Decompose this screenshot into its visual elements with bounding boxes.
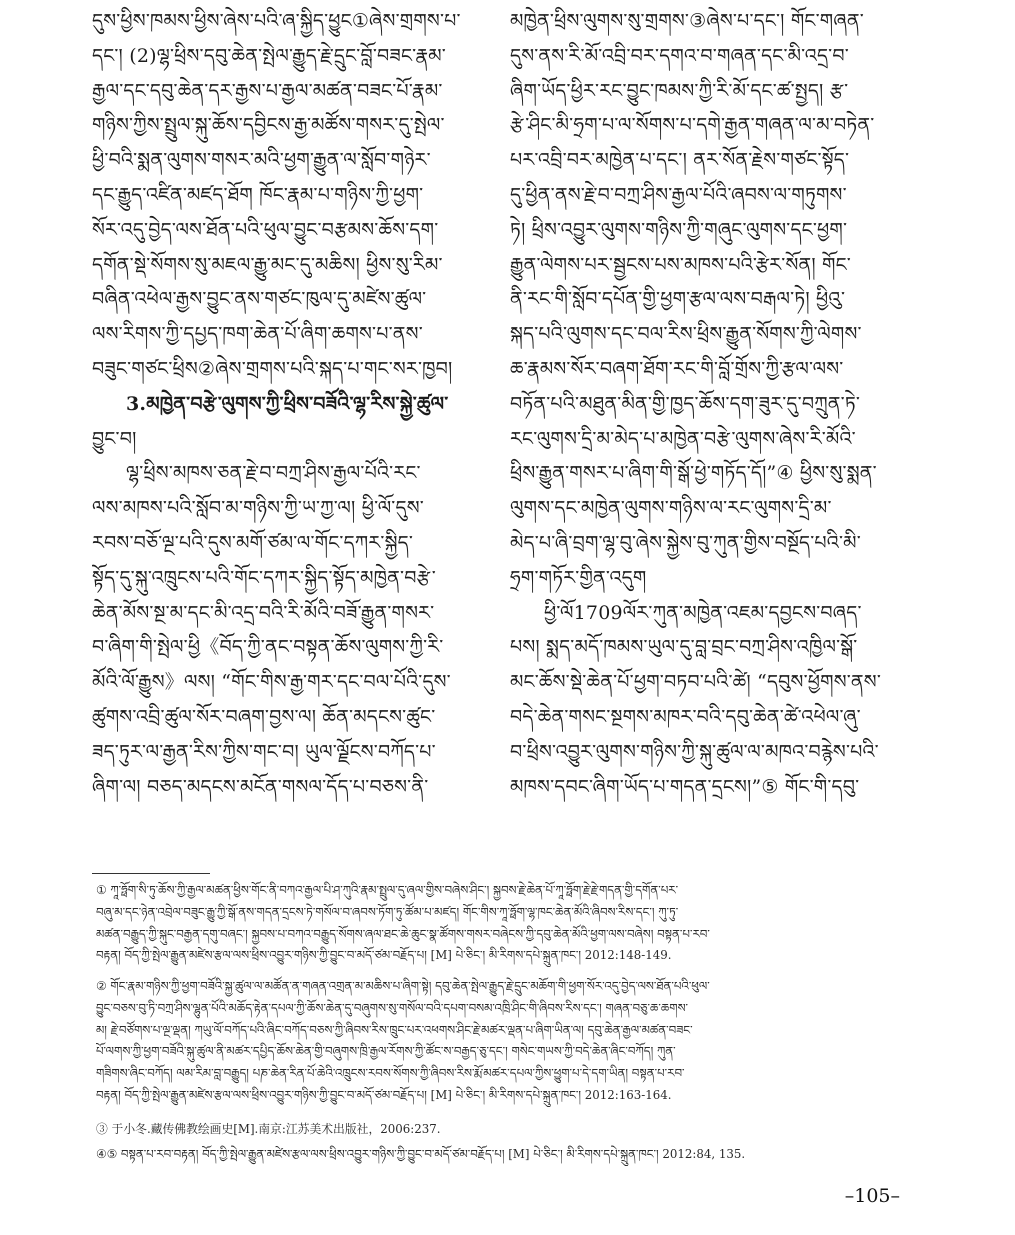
text-line: བ་ཕྲིས་འབྱུར་ལུགས་གཉིས་ཀྱི་སྐུ་ཚུལ་ལ་མཁའ་བརྙེས་པའི་ (510, 740, 879, 763)
footnote-divider (92, 873, 210, 874)
text-line: ཆ་རྣམས་སོར་བཞག་ཐོག་རང་གི་བློ་གྲོས་ཀྱི་རྩལ་ལས་ (510, 357, 844, 380)
footnote-line: ④⑤ བསྟན་པ་རབ་བརྟན། བོད་ཀྱི་སྤེལ་རྒྱུན་མཛེས་རྩལ་ལས་ཕྲིས་འབྱུར་གཉིས་ཀྱི་བྱུང་བ་མདོ་ཙམ་བརྗོད་པ། [M] པེ་ཅིང་། མི་རིགས་དཔེ་སྐྲུན་ཁང་། 2012:84, 135. (96, 1147, 746, 1161)
text-line: བ་ཞིག་གི་སྤེལ་ཕྱི《བོད་ཀྱི་ནང་བསྟན་ཆོས་ལུགས་ཀྱི་རི་ (92, 636, 444, 659)
text-line: རང་ལུགས་དྲི་མ་མེད་པ་མཁྱེན་བརྩེ་ལུགས་ཞེས་རི་མོའི་ (510, 427, 856, 450)
text-line: རྒྱུན་ལེགས་པར་སྦྱངས་པས་མཁས་པའི་རྩེར་སོན། གོང་ (510, 253, 851, 276)
footnote-line: པོ་ལགས་ཀྱི་ཕྱག་བཟོའི་སྐུ་ཚུལ་ནི་མཚར་དཔྱིད་ཆོས་ཆེན་གྱི་བཞུགས་ཁྲི་རྒྱལ་རོགས་ཀྱི་ཚོང་ས་བརྒྱད་ཅུ་དང་། གསེང་གཡས་ཀྱི་བདེ་ཆེན་ཞིང་བཀོད། ཀུན་ (96, 1044, 676, 1059)
right-text-column (510, 4, 900, 804)
text-line: རྩེ་ཤིང་མི་ཧྲག་པ་ལ་སོགས་པ་དགེ་རྒྱན་གཞན་ལ་མ་བཏེན་ (510, 114, 875, 137)
text-line: དང་། (2)ལྷ་ཕྲིས་དབུ་ཆེན་སྤེལ་རྒྱུད་རྗེ་དྲུང་བློ་བཟང་རྣམ་ (92, 44, 446, 67)
text-line: བཟུང་གཙང་ཕྲིས②ཞེས་གྲགས་པའི་སྐད་པ་གང་སར་ཁྱབ། (92, 357, 453, 380)
footnote-line: ② གོང་རྣམ་གཉིས་ཀྱི་ཕྱག་བཟོའི་སྐྱ་ཚུལ་ལ་མཚོན་ན་གཞན་འགྲན་མ་མཆིས་པ་ཞིག་སྟེ། དབུ་ཆེན་སྤེལ་རྒྱུད་རྗེ་དྲུང་མཆོག་གི་ཕྱག་སོར་འདུ་བྱེད་ལས་ཐོན་པའི་ཕུལ་ (96, 979, 710, 993)
text-line: དགོན་སྡེ་སོགས་སུ་མཇལ་རྒྱུ་མང་དུ་མཆིས། ཕྱིས་སུ་རིམ་ (92, 253, 443, 276)
text-line: རབས་བཅོ་ལྔ་པའི་དུས་མགོ་ཙམ་ལ་གོང་དཀར་སྐྱིད་ (92, 531, 414, 554)
footnote-line: བྱུང་བཅས་བུ་ཏི་བཀྲ་ཤིས་ལྷུན་པོའི་མཆོད་རྟེན་དཔལ་ཀྱི་ཆོས་ཆེན་དུ་བཞུགས་སུ་གསོལ་བའི་དཔག་བསམ་འཁྲི་ཤིང་གི་ཞིབས་རིས་དང་། གཞན་བཅུ་ཆ་ཆགས་ (96, 1000, 689, 1015)
text-line: སྟོད་དུ་སྐུ་འཁྲུངས་པའི་གོང་དཀར་སྐྱིད་སྟོད་མཁྱེན་བརྩེ་ (92, 566, 436, 589)
text-line: རྒྱལ་དང་དབུ་ཆེན་དར་རྒྱས་པ་རྒྱལ་མཚན་བཟང་པོ་རྣམ་ (92, 79, 443, 102)
text-line: ཞིག་ལ། བཅད་མདངས་མངོན་གསལ་དོད་པ་བཅས་ནི་ (92, 775, 429, 798)
page-number: –105– (844, 1185, 900, 1207)
text-line: མེད་པ་ཞི་བྲག་ལྷ་བུ་ཞེས་སྐྱེས་བུ་ཀུན་གྱིས་བསྔོད་པའི་མི་ (510, 531, 861, 554)
section-heading-line: 3.མཁྱེན་བརྩེ་ལུགས་ཀྱི་ཕྲིས་བཟོའི་ལྷ་རིས་སྐྱེ་ཚུལ་ (126, 392, 449, 415)
footnote-1 (96, 880, 901, 967)
text-line: ལས་རིགས་ཀྱི་དཔྱད་ཁག་ཆེན་པོ་ཞིག་ཆགས་པ་ནས་ (92, 323, 423, 346)
text-line: མཁྱེན་ཕྲིས་ལུགས་སུ་གྲགས་③ཞེས་པ་དང་། གོང་གཞན་ (510, 10, 864, 32)
footnote-line: གཟིགས་ཞིང་བཀོད། ལམ་རིམ་བླ་བརྒྱུད། པཎ་ཆེན་རིན་པོ་ཆེའི་འཁྲུངས་རབས་སོགས་ཀྱི་ཞིབས་རིས་རྨོ་མཚར་དཔལ་ཀྱིས་ཕྱུག་པ་དེ་དག་ཡིན། བསྟན་པ་རབ་ (96, 1066, 685, 1081)
text-line: ཚུགས་འབྲི་ཚུལ་སོར་བཞག་བྱས་ལ། ཆོན་མདངས་ཚུང་ (92, 705, 436, 728)
footnote-line: མ། རྗེ་བཙོགས་པ་ལྔ་ལྡན། ཀཡུ་ལོ་བཀོད་པའི་ཞིང་བཀོད་བཅས་ཀྱི་ཞིབས་རིས་ཁྲུང་པར་འཕགས་ཤིང་རྗེ་མཚར་ལྡན་པ་ཞིག་ཡིན་ལ། དབུ་ཆེན་རྒྱལ་མཚན་བཟང་ (96, 1022, 693, 1037)
text-line: གཉིས་ཀྱིས་སྤྲུལ་སྐུ་ཆོས་དབྱིངས་རྒྱ་མཚོས་གསར་དུ་སྤེལ་ (92, 114, 445, 137)
footnote-2 (96, 976, 901, 1107)
text-line: སྐད་པའི་ལུགས་དང་བལ་རིས་ཕྲིས་རྒྱུན་སོགས་ཀྱི་ལེགས་ (510, 323, 862, 346)
text-line: བྱུང་བ། (92, 427, 137, 450)
text-line: ཧྲག་གཏོར་གྱིན་འདུག (510, 566, 647, 589)
text-line: བཞིན་འཕེལ་རྒྱས་བྱུང་ནས་གཙང་ཁུལ་དུ་མཛེས་ཚུལ་ (92, 288, 427, 311)
footnote-line: མཚན་བརྒྱུད་ཀྱི་སྐུང་བརྒྱན་དགུ་བཞང་། སྐྱབས་པ་བཀའ་བརྒྱུད་སོགས་ཞལ་ཐང་ཆེ་ཆུང་སྣ་ཚོགས་གསར་བཞེངས་ཀྱི་དབུ་ཆེན་མོའི་ཕྱག་ལས་བཞེས། བསྟན་པ་རབ་ (96, 926, 710, 941)
footnote-4-5 (96, 1144, 901, 1166)
text-line: ཏེ། ཕྲིས་འབྱུར་ལུགས་གཉིས་ཀྱི་གཞུང་ལུགས་དང་ཕྱག་ (510, 218, 848, 241)
text-line: མོའི་ལོ་རྒྱུས》ལས། “གོང་གིས་རྒྱ་གར་དང་བལ་པོའི་དུས་ (92, 671, 451, 694)
footnote-line: ① ཀཱ་ཧྥོག་སི་ཏུ་ཆོས་ཀྱི་རྒྱལ་མཚན་ཕྱིས་གོང་ནི་བཀའ་རྒྱལ་པི་ཤ་ཀུའི་རྣམ་སྤྲུལ་དུ་ཞལ་གྱིས་བཞེས་ཤིང་། སྐྱབས་རྗེ་ཆེན་པོ་ཀཱ་ཧྥོག་རྗེ་རྗེ་གདན་གྱི་དགོན་པར་ (96, 883, 679, 897)
text-line: ལུགས་དང་མཁྱེན་ལུགས་གཉིས་ལ་རང་ལུགས་དྲི་མ་ (510, 497, 832, 520)
text-line: ཞིག་ཡོད་ཕྱིར་རང་བྱུང་ཁམས་ཀྱི་རི་མོ་དང་ཚ་སྤྱད། རྩ་ (510, 79, 849, 102)
left-text-column (92, 4, 485, 804)
text-line: བཏོན་པའི་མཐུན་མིན་གྱི་ཁྱད་ཆོས་དག་ཟུར་དུ་བཀྲུན་ཏེ་ (510, 392, 861, 415)
footnote-line: ③ 于小冬.藏传佛教绘画史[M].南京:江苏美术出版社，2006:237. (96, 1122, 441, 1136)
text-line: དང་རྒྱུད་འཛིན་མཛད་ཐོག ཁོང་རྣམ་པ་གཉིས་ཀྱི་ཕྱག་ (92, 183, 424, 206)
text-line: བདེ་ཆེན་གསང་སྔགས་མཁར་བའི་དབུ་ཆེན་ཚེ་འཕེལ་ཞུ་ (510, 705, 861, 728)
text-line: དུས་ཕྱིས་ཁམས་ཕྱིས་ཞེས་པའི་ཞ་སྐྱིད་ཕྱུང①ཞེས་གྲགས་པ་ (92, 10, 461, 32)
text-line: ལས་མཁས་པའི་སློབ་མ་གཉིས་ཀྱི་ཡ་ཀྱ་ལ། ཕྱི་ལོ་དུས་ (92, 497, 424, 520)
text-line: ལྷ་ཕྲིས་མཁས་ཅན་རྗེ་བ་བཀྲ་ཤིས་རྒྱལ་པོའི་རང་ (126, 462, 421, 485)
text-line: ནི་རང་གི་སློབ་དཔོན་གྱི་ཕྱག་རྩལ་ལས་བརྒལ་ཏེ། ཕྱིའུ་ (510, 288, 846, 311)
text-line: ཕྱི་ལོ1709ལོར་ཀུན་མཁྱེན་འཇམ་དབྱངས་བཞད་ (544, 601, 862, 624)
text-line: ཕྱི་བའི་སྨན་ལུགས་གསར་མའི་ཕྱག་རྒྱུན་ལ་སློབ་གཉེར་ (92, 149, 431, 172)
text-line: སོར་འདུ་བྱེད་ལས་ཐོན་པའི་ཕུལ་བྱུང་བརྩམས་ཆོས་དག་ (92, 218, 439, 241)
text-line: ཟད་ཏུར་ལ་རྒྱན་རིས་ཀྱིས་གང་བ། ཡུལ་ལྗོངས་བཀོད་པ་ (92, 740, 436, 763)
text-line: དུས་ནས་རི་མོ་འབྲི་བར་དགའ་བ་གཞན་དང་མི་འདྲ་བ་ (510, 44, 849, 67)
footnote-line: བཞུ་མ་དང་ཉེན་འབྲེལ་བཟུང་རྒྱུ་ཀྱི་སྒོ་ནས་གདན་དྲངས་ཏེ་གསོལ་བ་ཞབས་ཏོག་ཏུ་ཚོམ་པ་མཛད། གོང་གིས་ཀཱ་ཧྥོག་ལྷ་ཁང་ཆེན་མོའི་ཞིབས་རིས་དང་། ཀུ་ཏུ་ (96, 904, 679, 919)
text-line: དུ་ཕྱིན་ནས་རྗེ་བ་བཀྲ་ཤིས་རྒྱལ་པོའི་ཞབས་ལ་གཏུགས་ (510, 183, 847, 206)
footnote-line: བརྟན། བོད་ཀྱི་སྤེལ་རྒྱུན་མཛེས་རྩལ་ལས་ཕྲིས་འབྱུར་གཉིས་ཀྱི་བྱུང་བ་མདོ་ཙམ་བརྗོད་པ། [M] པེ་ཅིང་། མི་རིགས་དཔེ་སྐྲུན་ཁང་། 2012:148-149. (96, 948, 672, 963)
footnote-line: བརྟན། བོད་ཀྱི་སྤེལ་རྒྱུན་མཛེས་རྩལ་ལས་ཕྲིས་འབྱུར་གཉིས་ཀྱི་བྱུང་བ་མདོ་ཙམ་བརྗོད་པ། [M] པེ་ཅིང་། མི་རིགས་དཔེ་སྐྲུན་ཁང་། 2012:163-164. (96, 1087, 672, 1102)
text-line: ཕྲིས་རྒྱུན་གསར་པ་ཞིག་གི་སྒོ་ཕྱེ་གཏོད་དོ།”④ ཕྱིས་སུ་སྨན་ (510, 462, 877, 485)
text-line: མཁས་དབང་ཞིག་ཡོད་པ་གདན་དྲངས།”⑤ གོང་གི་དབུ་ (510, 775, 860, 798)
footnote-3 (96, 1119, 901, 1141)
text-line: ཆེན་མོས་སྔ་མ་དང་མི་འདྲ་བའི་རི་མོའི་བཟོ་རྒྱུན་གསར་ (92, 601, 435, 624)
text-line: པར་འབྲི་བར་མཁྱེན་པ་དང་། ནར་སོན་རྗེས་གཙང་སྟོད་ (510, 149, 850, 172)
text-line: མང་ཆོས་སྡེ་ཆེན་པོ་ཕྱག་བཏབ་པའི་ཚེ། “དབུས་ཕྱོགས་ནས་ (510, 671, 882, 694)
text-line: པས། སྨད་མདོ་ཁམས་ཡུལ་དུ་བླ་བྲང་བཀྲ་ཤིས་འཁྱིལ་སྒོ་ (510, 636, 858, 659)
